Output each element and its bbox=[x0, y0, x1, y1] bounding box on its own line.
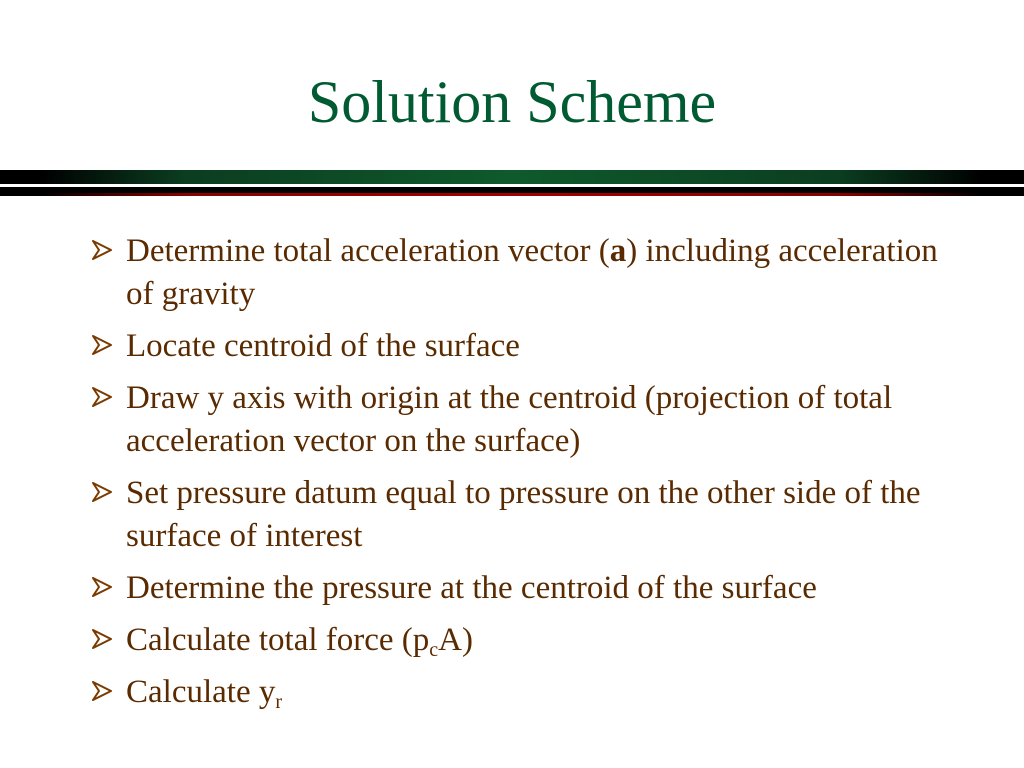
bullet-text: Draw y axis with origin at the centroid (projection of total acceleration vector on the surface) bbox=[126, 380, 893, 459]
bullet-text: Locate centroid of the surface bbox=[126, 328, 520, 364]
chevron-arrow-icon bbox=[90, 619, 118, 662]
chevron-arrow-icon bbox=[90, 325, 118, 368]
bullet-item bbox=[88, 472, 948, 558]
bullet-text: Determine the pressure at the centroid of the surface bbox=[126, 570, 817, 606]
bullet-item bbox=[88, 567, 948, 610]
bullet-text-post: ) including acceleration of gravity bbox=[126, 233, 938, 312]
chevron-arrow-icon bbox=[90, 230, 118, 273]
chevron-arrow-icon bbox=[90, 567, 118, 610]
bullet-list bbox=[88, 230, 948, 723]
bullet-text: Set pressure datum equal to pressure on the other side of the surface of interest bbox=[126, 475, 921, 554]
bullet-item bbox=[88, 619, 948, 662]
bullet-item bbox=[88, 325, 948, 368]
bullet-item bbox=[88, 377, 948, 463]
bullet-text-pre: Calculate total force (p bbox=[126, 622, 430, 658]
bullet-text-pre: Calculate y bbox=[126, 674, 276, 710]
bullet-subscript: r bbox=[275, 691, 283, 713]
bullet-item bbox=[88, 671, 948, 714]
chevron-arrow-icon bbox=[90, 377, 118, 420]
chevron-arrow-icon bbox=[90, 472, 118, 515]
bullet-item bbox=[88, 230, 948, 316]
bullet-subscript: c bbox=[429, 639, 439, 661]
header-divider-red-line bbox=[0, 193, 1024, 196]
slide-title: Solution Scheme bbox=[307, 69, 717, 135]
header-divider-band bbox=[0, 170, 1024, 184]
chevron-arrow-icon bbox=[90, 671, 118, 714]
bullet-text-pre: Determine total acceleration vector ( bbox=[126, 233, 610, 269]
bullet-text-bold: a bbox=[609, 233, 627, 269]
bullet-text-post: A) bbox=[438, 622, 473, 658]
